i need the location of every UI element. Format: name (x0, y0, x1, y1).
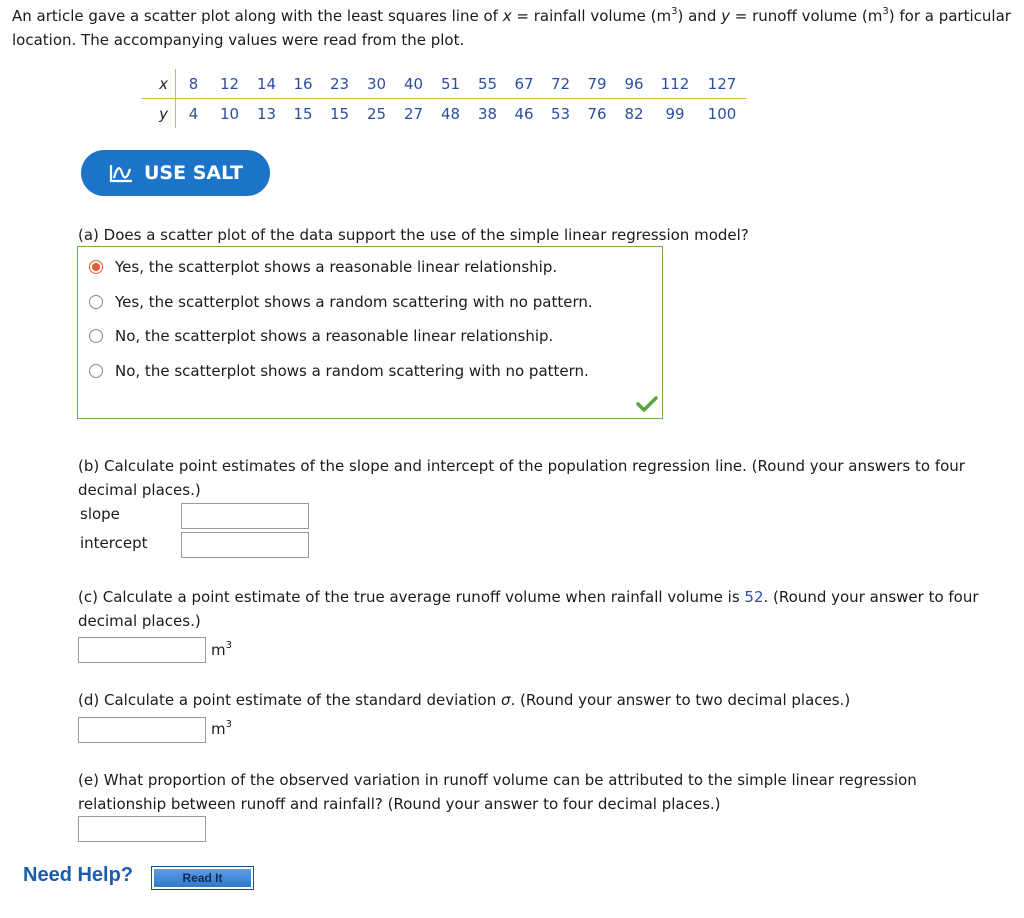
y-cell: 10 (219, 104, 240, 123)
option-label: Yes, the scatterplot shows a reasonable linear relationship. (115, 258, 558, 276)
x-cell: 96 (615, 69, 653, 99)
x-cell: 30 (358, 69, 395, 99)
intro-sup-2: 3 (882, 6, 889, 17)
table-row-x (141, 69, 747, 99)
intro-text-2: = rainfall volume (m (511, 7, 672, 25)
x-cell: 79 (579, 69, 615, 99)
part-d-unit (211, 720, 232, 738)
part-d-question (78, 688, 850, 712)
y-cell: 15 (329, 104, 350, 123)
part-a-option-2[interactable] (89, 293, 593, 311)
intro-sup-1: 3 (671, 6, 678, 17)
checkmark-icon (636, 395, 658, 413)
use-salt-button[interactable] (81, 150, 270, 196)
read-it-button[interactable]: Read It (151, 866, 254, 890)
table-row-y (141, 99, 747, 129)
intro-var-y: y (721, 7, 730, 25)
option-label: No, the scatterplot shows a random scattering with no pattern. (115, 362, 589, 380)
x-cell: 51 (432, 69, 469, 99)
y-row-label: y (141, 99, 176, 129)
y-cell: 25 (366, 104, 387, 123)
x-cell: 55 (469, 69, 506, 99)
part-b-question: (b) Calculate point estimates of the slope and intercept of the population regression line. (Round your answers to four decimal places.) (78, 457, 965, 499)
intro-var-x: x (502, 7, 512, 25)
part-c-text-1: (c) Calculate a point estimate of the true average runoff volume when rainfall volume is (78, 588, 745, 606)
proportion-input[interactable] (78, 816, 206, 842)
runoff-estimate-input[interactable] (78, 637, 206, 663)
slope-label: slope (80, 505, 120, 523)
x-cell: 127 (697, 69, 747, 99)
radio-button[interactable] (89, 295, 103, 309)
sigma-symbol: σ (500, 691, 511, 709)
unit-text: m (211, 720, 226, 738)
x-cell: 23 (321, 69, 358, 99)
problem-intro (12, 4, 1017, 52)
option-label: No, the scatterplot shows a reasonable linear relationship. (115, 327, 554, 345)
y-cell: 82 (624, 104, 644, 123)
part-c-question (78, 585, 1018, 633)
x-row-label: x (141, 69, 176, 99)
part-a-answer-box (77, 246, 663, 419)
radio-button[interactable] (89, 329, 103, 343)
rainfall-value-highlight: 52 (744, 588, 764, 606)
y-cell: 48 (440, 104, 461, 123)
slope-input[interactable] (181, 503, 309, 529)
x-cell: 16 (285, 69, 321, 99)
unit-text: m (211, 641, 226, 659)
salt-chart-icon (108, 163, 134, 183)
y-cell: 27 (403, 104, 424, 123)
part-a-option-3[interactable] (89, 327, 553, 345)
intro-text-5: ) for a particular location. The accompanying values were read from the plot. (12, 7, 1011, 49)
std-dev-input[interactable] (78, 717, 206, 743)
x-cell: 112 (653, 69, 697, 99)
intro-text-1: An article gave a scatter plot along with the least squares line of (12, 7, 503, 25)
y-cell: 76 (587, 104, 607, 123)
y-cell: 38 (477, 104, 498, 123)
y-cell: 99 (665, 104, 685, 123)
y-cell: 15 (293, 104, 313, 123)
need-help-label: Need Help? (23, 864, 134, 886)
x-cell: 14 (248, 69, 285, 99)
use-salt-label: USE SALT (143, 162, 244, 184)
part-d-text-1: (d) Calculate a point estimate of the standard deviation (78, 691, 501, 709)
intro-text-3: ) and (677, 7, 722, 25)
y-cell: 100 (707, 104, 737, 123)
y-cell: 53 (550, 104, 571, 123)
x-cell: 12 (211, 69, 248, 99)
part-a-question: (a) Does a scatter plot of the data support the use of the simple linear regression model? (78, 226, 749, 244)
intro-text-4: = runoff volume (m (730, 7, 883, 25)
unit-sup: 3 (225, 719, 232, 730)
radio-button-selected[interactable] (89, 260, 103, 274)
intercept-label: intercept (80, 534, 148, 552)
part-c-unit (211, 641, 232, 659)
y-cell: 46 (514, 104, 534, 123)
x-cell: 40 (395, 69, 432, 99)
intercept-input[interactable] (181, 532, 309, 558)
part-e-question: (e) What proportion of the observed variation in runoff volume can be attributed to the simple linear regression relationship between runoff and rainfall? (Round your answer to four decimal places.) (78, 771, 917, 813)
y-cell: 13 (256, 104, 277, 123)
part-a-option-4[interactable] (89, 362, 589, 380)
x-cell: 8 (176, 69, 212, 99)
radio-button[interactable] (89, 364, 103, 378)
part-c-text-2: . (Round your answer to four decimal places.) (78, 588, 979, 630)
y-cell: 4 (188, 104, 199, 123)
data-table (141, 69, 747, 128)
x-cell: 72 (542, 69, 579, 99)
x-cell: 67 (506, 69, 542, 99)
option-label: Yes, the scatterplot shows a random scattering with no pattern. (115, 293, 593, 311)
part-a-option-1[interactable] (89, 258, 557, 276)
part-d-text-2: . (Round your answer to two decimal places.) (510, 691, 851, 709)
unit-sup: 3 (225, 640, 232, 651)
